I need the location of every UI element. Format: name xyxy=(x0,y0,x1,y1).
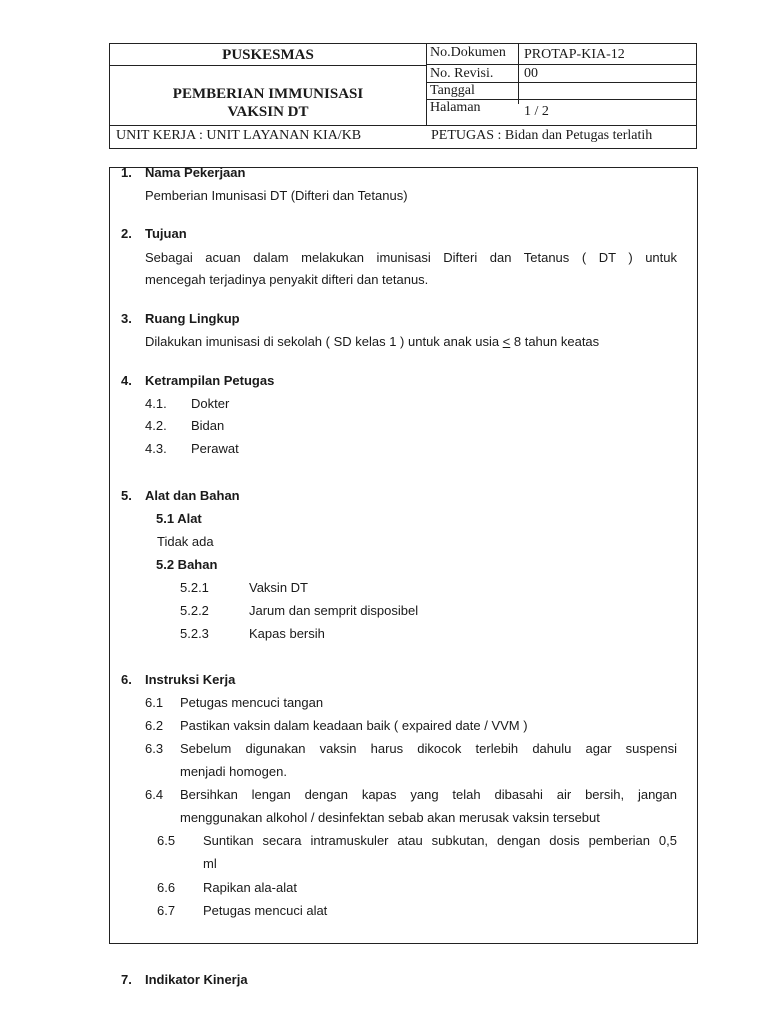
section-number: 6. xyxy=(121,672,132,687)
section-title: Alat dan Bahan xyxy=(145,488,240,503)
petugas: PETUGAS : Bidan dan Petugas terlatih xyxy=(431,128,653,143)
section-title: Tujuan xyxy=(145,226,187,241)
less-than-equal-sign: < xyxy=(502,334,511,349)
list-item-number: 4.2. xyxy=(145,418,167,433)
list-item: Dokter xyxy=(191,396,230,411)
section-title: Ruang Lingkup xyxy=(145,311,240,326)
subsection-title: 5.1 Alat xyxy=(156,511,202,526)
document-header-table xyxy=(109,43,697,149)
header-divider xyxy=(518,44,519,104)
list-item-number: 4.3. xyxy=(145,441,167,456)
doc-no-label: No.Dokumen xyxy=(430,45,506,60)
section-number: 7. xyxy=(121,972,132,987)
unit-kerja: UNIT KERJA : UNIT LAYANAN KIA/KB xyxy=(116,128,362,143)
list-item-number: 5.2.2 xyxy=(180,603,209,618)
list-item: Petugas mencuci tangan xyxy=(180,695,324,710)
section-text: Sebagai acuan dalam melakukan imunisasi Difteri dan Tetanus ( DT ) untuk xyxy=(145,250,677,265)
doc-title-line1: PEMBERIAN IMMUNISASI xyxy=(172,86,364,102)
section-title: Nama Pekerjaan xyxy=(145,165,246,180)
subsection-title: 5.2 Bahan xyxy=(156,557,218,572)
section-title: Instruksi Kerja xyxy=(145,672,236,687)
date-label: Tanggal xyxy=(430,83,475,98)
list-item-number: 6.4 xyxy=(145,787,164,802)
list-item-number: 5.2.1 xyxy=(180,580,209,595)
revision-label: No. Revisi. xyxy=(430,66,494,81)
list-item-number: 6.1 xyxy=(145,695,164,710)
list-item: Rapikan ala-alat xyxy=(203,880,297,895)
list-item-number: 6.7 xyxy=(157,903,176,918)
section-number: 4. xyxy=(121,373,132,388)
section-title: Indikator Kinerja xyxy=(145,972,248,987)
section-text: mencegah terjadinya penyakit difteri dan tetanus. xyxy=(145,272,429,287)
list-item: Jarum dan semprit disposibel xyxy=(249,603,419,618)
section-text: Tidak ada xyxy=(157,534,214,549)
list-item: Bersihkan lengan dengan kapas yang telah dibasahi air bersih, jangan xyxy=(180,787,677,802)
list-item-number: 6.3 xyxy=(145,741,164,756)
header-divider xyxy=(426,64,697,65)
list-item: Bidan xyxy=(191,418,225,433)
page-value: 1 / 2 xyxy=(524,104,549,119)
list-item: Perawat xyxy=(191,441,239,456)
section-text: Pemberian Imunisasi DT (Difteri dan Tetanus) xyxy=(145,188,408,203)
section-number: 5. xyxy=(121,488,132,503)
list-item-continued: menjadi homogen. xyxy=(180,764,287,779)
list-item-number: 6.5 xyxy=(157,833,176,848)
section-number: 1. xyxy=(121,165,132,180)
list-item-number: 6.6 xyxy=(157,880,176,895)
section-title: Ketrampilan Petugas xyxy=(145,373,275,388)
header-divider xyxy=(426,44,427,126)
org-name: PUSKESMAS xyxy=(222,47,314,63)
page-label: Halaman xyxy=(430,100,481,115)
list-item: Vaksin DT xyxy=(249,580,308,595)
list-item: Kapas bersih xyxy=(249,626,325,641)
section-number: 2. xyxy=(121,226,132,241)
header-divider xyxy=(110,125,697,126)
doc-no-value: PROTAP-KIA-12 xyxy=(524,47,625,62)
revision-value: 00 xyxy=(524,66,538,81)
section-text xyxy=(145,334,599,350)
list-item-continued: menggunakan alkohol / desinfektan sebab akan merusak vaksin tersebut xyxy=(180,810,600,825)
doc-title-line2: VAKSIN DT xyxy=(227,104,309,120)
scope-text: 8 tahun keatas xyxy=(510,334,600,349)
header-divider xyxy=(110,65,426,66)
scope-text: Dilakukan imunisasi di sekolah ( SD kelas 1 ) untuk anak usia xyxy=(145,334,503,349)
list-item: Petugas mencuci alat xyxy=(203,903,328,918)
list-item-number: 5.2.3 xyxy=(180,626,209,641)
list-item-continued: ml xyxy=(203,856,217,871)
list-item: Suntikan secara intramuskuler atau subkutan, dengan dosis pemberian 0,5 xyxy=(203,833,677,848)
list-item: Pastikan vaksin dalam keadaan baik ( expaired date / VVM ) xyxy=(180,718,528,733)
list-item-number: 4.1. xyxy=(145,396,167,411)
list-item: Sebelum digunakan vaksin harus dikocok terlebih dahulu agar suspensi xyxy=(180,741,677,756)
section-number: 3. xyxy=(121,311,132,326)
list-item-number: 6.2 xyxy=(145,718,164,733)
